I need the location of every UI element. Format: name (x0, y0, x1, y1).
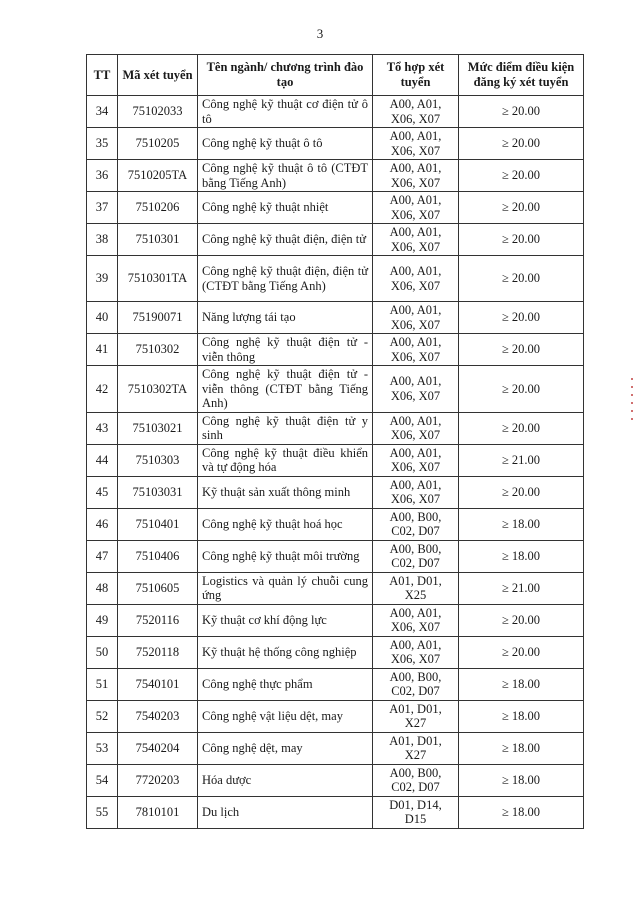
cell-tt: 40 (87, 302, 118, 334)
cell-tt: 47 (87, 540, 118, 572)
table-row (87, 700, 584, 732)
cell-tt: 52 (87, 700, 118, 732)
cell-program-name: Kỹ thuật cơ khí động lực (198, 604, 373, 636)
cell-program-name: Logistics và quản lý chuỗi cung ứng (198, 572, 373, 604)
cell-code: 7510605 (118, 572, 198, 604)
cell-subject-combination: A00, A01, X06, X07 (373, 256, 459, 302)
cell-min-score: ≥ 18.00 (459, 796, 584, 828)
cell-subject-combination: A01, D01, X27 (373, 732, 459, 764)
cell-code: 7720203 (118, 764, 198, 796)
cell-code: 7540203 (118, 700, 198, 732)
table-row (87, 192, 584, 224)
cell-program-name: Công nghệ kỹ thuật điện tử - viễn thông (CTĐT bằng Tiếng Anh) (198, 366, 373, 413)
cell-subject-combination: A00, A01, X06, X07 (373, 444, 459, 476)
cell-min-score: ≥ 18.00 (459, 668, 584, 700)
table-row (87, 540, 584, 572)
cell-code: 7510302 (118, 334, 198, 366)
cell-program-name: Công nghệ kỹ thuật điện, điện tử (198, 224, 373, 256)
cell-min-score: ≥ 20.00 (459, 192, 584, 224)
cell-min-score: ≥ 20.00 (459, 366, 584, 413)
cell-min-score: ≥ 20.00 (459, 128, 584, 160)
cell-code: 7510206 (118, 192, 198, 224)
cell-subject-combination: A01, D01, X25 (373, 572, 459, 604)
cell-code: 7810101 (118, 796, 198, 828)
cell-tt: 51 (87, 668, 118, 700)
cell-min-score: ≥ 18.00 (459, 540, 584, 572)
cell-tt: 38 (87, 224, 118, 256)
cell-subject-combination: A00, A01, X06, X07 (373, 224, 459, 256)
cell-tt: 54 (87, 764, 118, 796)
cell-code: 75190071 (118, 302, 198, 334)
cell-min-score: ≥ 21.00 (459, 444, 584, 476)
cell-tt: 46 (87, 508, 118, 540)
table-row (87, 668, 584, 700)
cell-subject-combination: A00, A01, X06, X07 (373, 96, 459, 128)
cell-tt: 34 (87, 96, 118, 128)
cell-subject-combination: A00, A01, X06, X07 (373, 412, 459, 444)
table-row (87, 256, 584, 302)
cell-tt: 35 (87, 128, 118, 160)
cell-code: 7510406 (118, 540, 198, 572)
cell-subject-combination: A00, A01, X06, X07 (373, 160, 459, 192)
cell-program-name: Công nghệ dệt, may (198, 732, 373, 764)
cell-program-name: Công nghệ kỹ thuật điều khiển và tự động hóa (198, 444, 373, 476)
cell-min-score: ≥ 20.00 (459, 476, 584, 508)
cell-program-name: Kỹ thuật sản xuất thông minh (198, 476, 373, 508)
header-score: Mức điểm điều kiện đăng ký xét tuyển (459, 55, 584, 96)
table-row (87, 508, 584, 540)
page-number: 3 (316, 26, 324, 41)
cell-code: 7510301TA (118, 256, 198, 302)
cell-subject-combination: A00, B00, C02, D07 (373, 764, 459, 796)
cell-subject-combination: D01, D14, D15 (373, 796, 459, 828)
cell-tt: 48 (87, 572, 118, 604)
cell-program-name: Công nghệ thực phẩm (198, 668, 373, 700)
cell-tt: 39 (87, 256, 118, 302)
cell-min-score: ≥ 20.00 (459, 160, 584, 192)
cell-subject-combination: A00, A01, X06, X07 (373, 128, 459, 160)
cell-subject-combination: A00, A01, X06, X07 (373, 302, 459, 334)
table-row (87, 732, 584, 764)
table-row (87, 764, 584, 796)
cell-program-name: Kỹ thuật hệ thống công nghiệp (198, 636, 373, 668)
cell-code: 7510303 (118, 444, 198, 476)
cell-subject-combination: A00, B00, C02, D07 (373, 668, 459, 700)
cell-subject-combination: A00, A01, X06, X07 (373, 636, 459, 668)
table-header-row (87, 55, 584, 96)
table-row (87, 796, 584, 828)
cell-code: 7510205TA (118, 160, 198, 192)
table-row (87, 366, 584, 413)
cell-min-score: ≥ 20.00 (459, 256, 584, 302)
cell-subject-combination: A00, B00, C02, D07 (373, 508, 459, 540)
cell-min-score: ≥ 18.00 (459, 732, 584, 764)
cell-program-name: Công nghệ kỹ thuật ô tô (198, 128, 373, 160)
cell-tt: 55 (87, 796, 118, 828)
cell-subject-combination: A00, A01, X06, X07 (373, 476, 459, 508)
table-row (87, 636, 584, 668)
cell-program-name: Công nghệ kỹ thuật điện tử - viễn thông (198, 334, 373, 366)
cell-min-score: ≥ 20.00 (459, 96, 584, 128)
table-row (87, 572, 584, 604)
table-row (87, 412, 584, 444)
table-row (87, 334, 584, 366)
cell-subject-combination: A00, B00, C02, D07 (373, 540, 459, 572)
table-row (87, 128, 584, 160)
cell-tt: 49 (87, 604, 118, 636)
cell-program-name: Du lịch (198, 796, 373, 828)
cell-code: 7510205 (118, 128, 198, 160)
cell-tt: 53 (87, 732, 118, 764)
cell-tt: 45 (87, 476, 118, 508)
cell-tt: 43 (87, 412, 118, 444)
cell-code: 75103021 (118, 412, 198, 444)
table-row (87, 302, 584, 334)
cell-program-name: Hóa dược (198, 764, 373, 796)
cell-min-score: ≥ 18.00 (459, 700, 584, 732)
cell-code: 75102033 (118, 96, 198, 128)
cell-subject-combination: A01, D01, X27 (373, 700, 459, 732)
cell-program-name: Năng lượng tái tạo (198, 302, 373, 334)
cell-program-name: Công nghệ kỹ thuật nhiệt (198, 192, 373, 224)
cell-program-name: Công nghệ vật liệu dệt, may (198, 700, 373, 732)
cell-code: 7520118 (118, 636, 198, 668)
cell-program-name: Công nghệ kỹ thuật ô tô (CTĐT bằng Tiếng Anh) (198, 160, 373, 192)
cell-min-score: ≥ 21.00 (459, 572, 584, 604)
cell-min-score: ≥ 20.00 (459, 412, 584, 444)
cell-tt: 41 (87, 334, 118, 366)
table-row (87, 96, 584, 128)
cell-min-score: ≥ 20.00 (459, 604, 584, 636)
cell-program-name: Công nghệ kỹ thuật hoá học (198, 508, 373, 540)
cell-min-score: ≥ 20.00 (459, 224, 584, 256)
header-code: Mã xét tuyển (118, 55, 198, 96)
cell-tt: 36 (87, 160, 118, 192)
cell-program-name: Công nghệ kỹ thuật cơ điện tử ô tô (198, 96, 373, 128)
cell-subject-combination: A00, A01, X06, X07 (373, 192, 459, 224)
cell-program-name: Công nghệ kỹ thuật môi trường (198, 540, 373, 572)
cell-min-score: ≥ 18.00 (459, 508, 584, 540)
table-body (87, 96, 584, 829)
header-combo: Tổ hợp xét tuyển (373, 55, 459, 96)
cell-min-score: ≥ 20.00 (459, 334, 584, 366)
header-name: Tên ngành/ chương trình đào tạo (198, 55, 373, 96)
cell-program-name: Công nghệ kỹ thuật điện tử y sinh (198, 412, 373, 444)
cell-code: 7510302TA (118, 366, 198, 413)
cell-tt: 37 (87, 192, 118, 224)
cell-code: 7540101 (118, 668, 198, 700)
table-row (87, 444, 584, 476)
cell-code: 7520116 (118, 604, 198, 636)
cell-subject-combination: A00, A01, X06, X07 (373, 366, 459, 413)
cell-min-score: ≥ 20.00 (459, 302, 584, 334)
cell-min-score: ≥ 18.00 (459, 764, 584, 796)
cell-subject-combination: A00, A01, X06, X07 (373, 334, 459, 366)
cell-code: 7540204 (118, 732, 198, 764)
table-row (87, 160, 584, 192)
margin-marks (631, 378, 634, 426)
cell-program-name: Công nghệ kỹ thuật điện, điện tử (CTĐT bằng Tiếng Anh) (198, 256, 373, 302)
admissions-table (86, 54, 584, 829)
cell-min-score: ≥ 20.00 (459, 636, 584, 668)
table-row (87, 476, 584, 508)
table-row (87, 224, 584, 256)
cell-tt: 42 (87, 366, 118, 413)
table-row (87, 604, 584, 636)
cell-code: 7510401 (118, 508, 198, 540)
header-tt: TT (87, 55, 118, 96)
cell-tt: 44 (87, 444, 118, 476)
cell-code: 7510301 (118, 224, 198, 256)
cell-tt: 50 (87, 636, 118, 668)
cell-code: 75103031 (118, 476, 198, 508)
cell-subject-combination: A00, A01, X06, X07 (373, 604, 459, 636)
